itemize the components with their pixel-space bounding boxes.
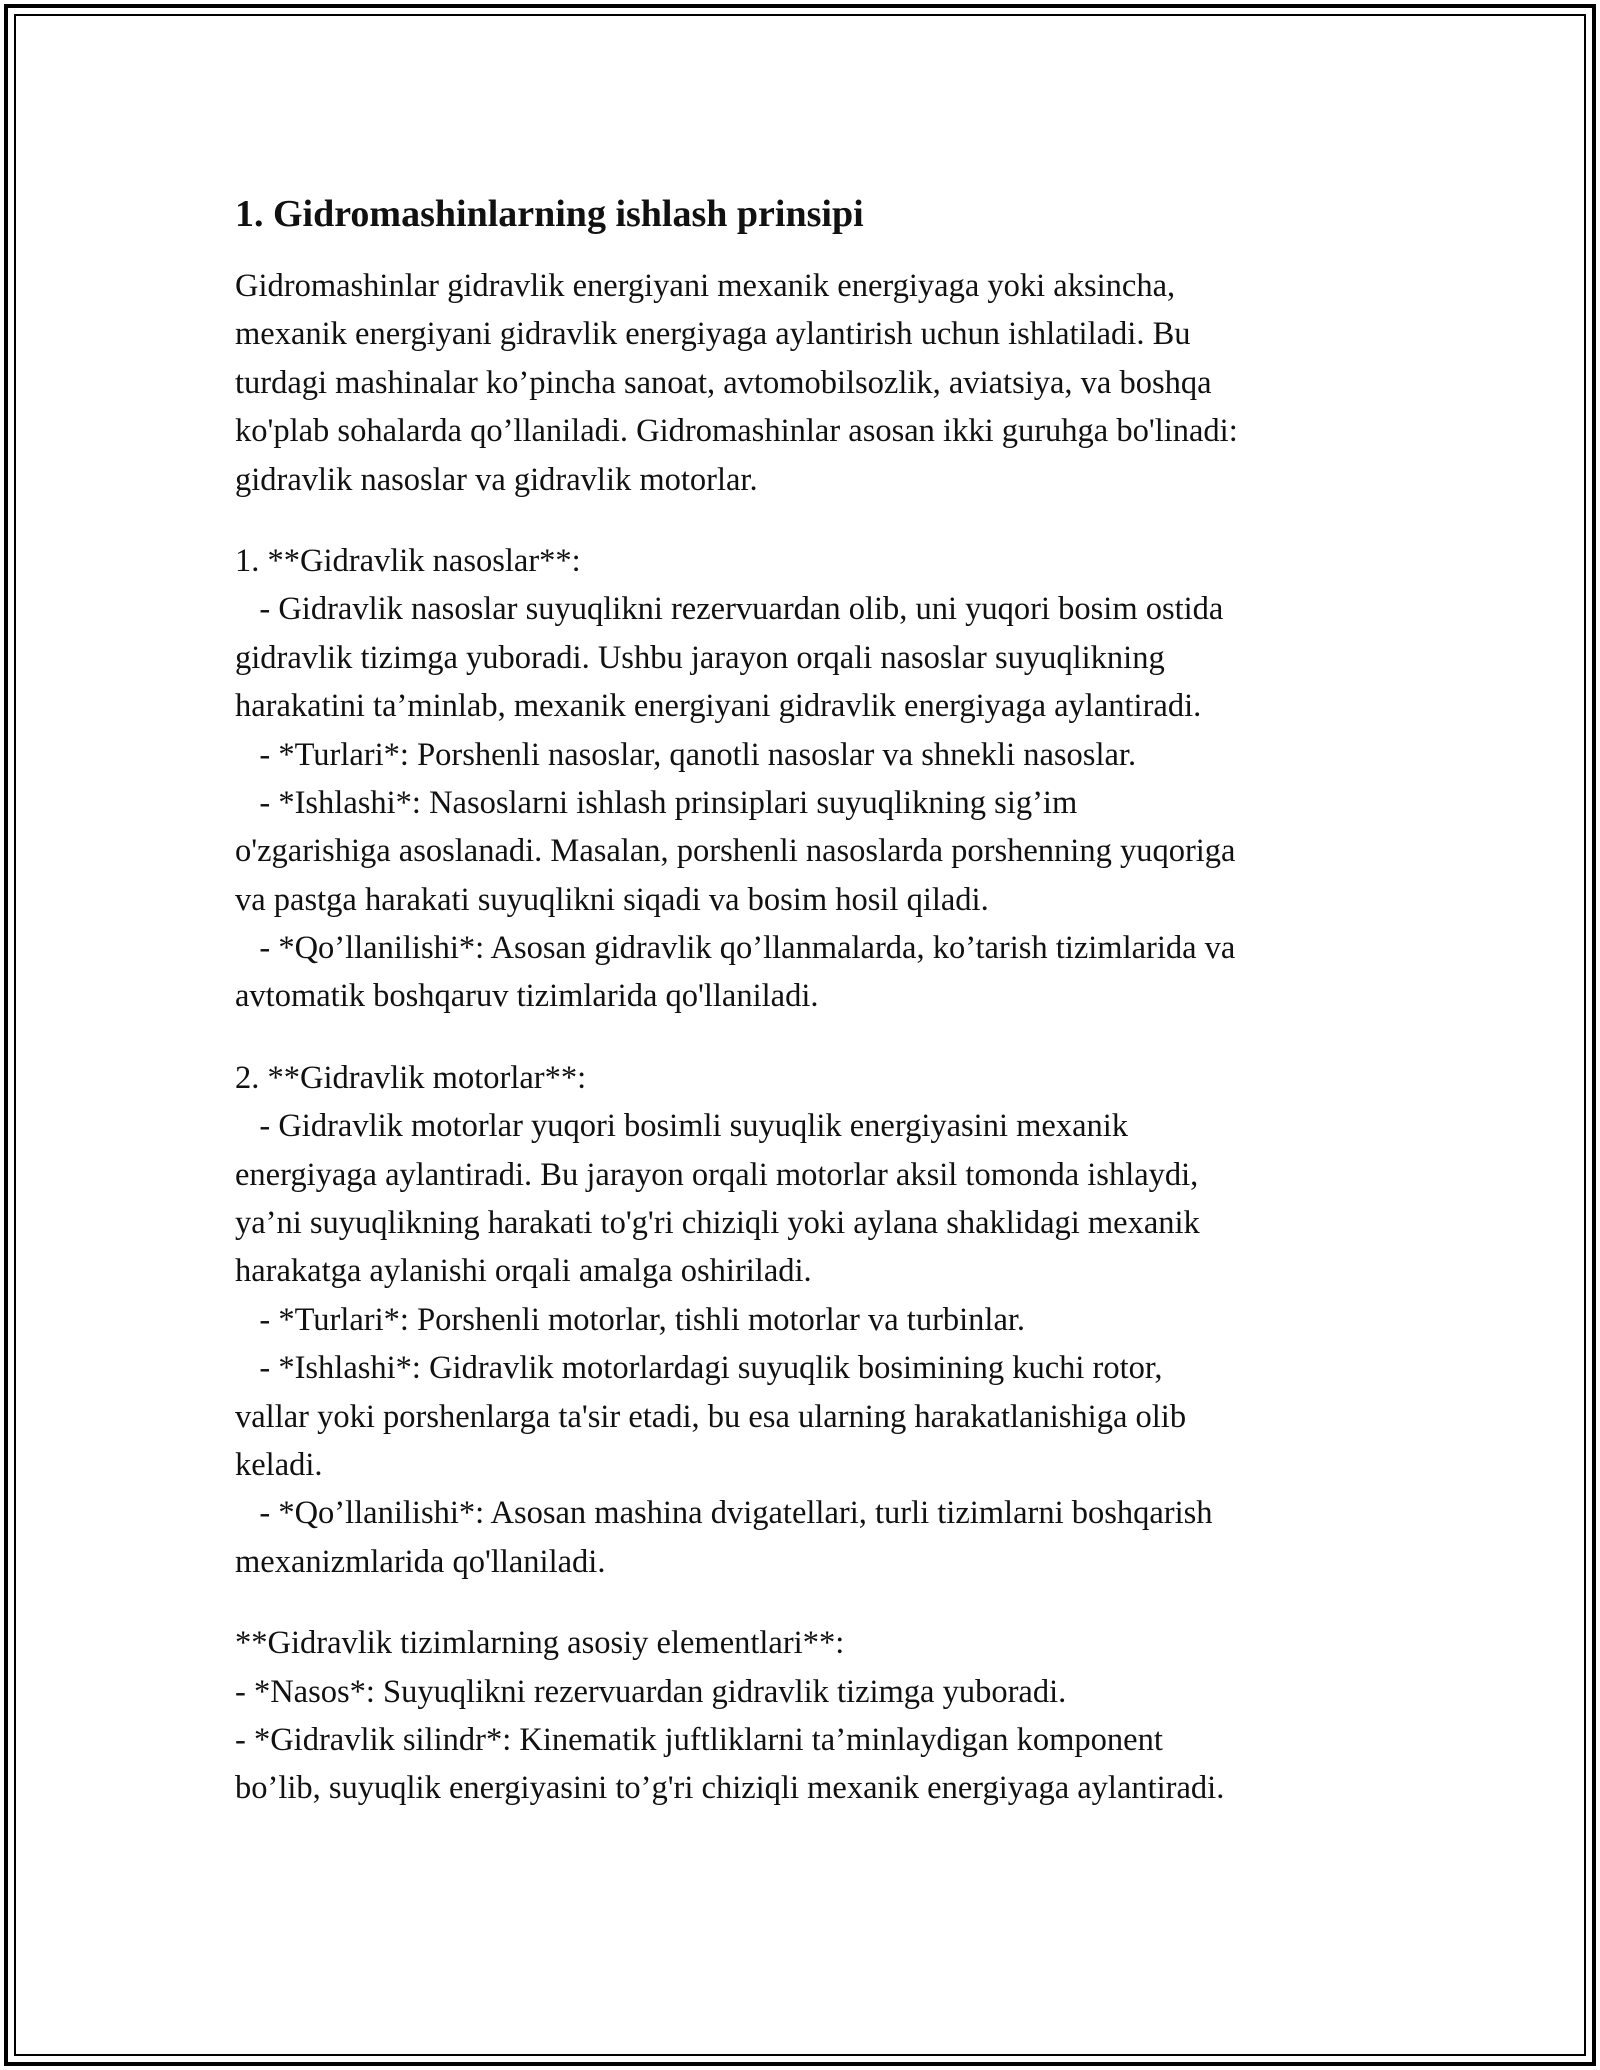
text-line: 1. **Gidravlik nasoslar**: (235, 542, 581, 579)
section-heading: 1. Gidromashinlarning ishlash prinsipi (235, 193, 864, 235)
text-line: - *Ishlashi*: Nasoslarni ishlash prinsiplari suyuqlikning sig’im (235, 784, 1078, 821)
text-line: vallar yoki porshenlarga ta'sir etadi, bu esa ularning harakatlanishiga olib (235, 1398, 1187, 1435)
text-line: gidravlik nasoslar va gidravlik motorlar. (235, 461, 758, 498)
text-line: - *Gidravlik silindr*: Kinematik juftliklarni ta’minlaydigan komponent (235, 1721, 1163, 1758)
text-line: energiyaga aylantiradi. Bu jarayon orqali motorlar aksil tomonda ishlaydi, (235, 1156, 1199, 1193)
text-line: - *Ishlashi*: Gidravlik motorlardagi suyuqlik bosimining kuchi rotor, (235, 1350, 1163, 1387)
paragraph-spacer (235, 1021, 1375, 1054)
text-line: bo’lib, suyuqlik energiyasini to’g'ri chiziqli mexanik energiyaga aylantiradi. (235, 1770, 1225, 1807)
text-line: harakatga aylanishi orqali amalga oshiriladi. (235, 1253, 812, 1290)
text-line: mexanizmlarida qo'llaniladi. (235, 1543, 606, 1580)
intro-paragraph (235, 262, 1375, 504)
pumps-section (235, 537, 1375, 1021)
text-line: ya’ni suyuqlikning harakati to'g'ri chiziqli yoki aylana shaklidagi mexanik (235, 1205, 1200, 1242)
paragraph-spacer (235, 1586, 1375, 1619)
motors-section (235, 1054, 1375, 1586)
text-line: - *Turlari*: Porshenli nasoslar, qanotli nasoslar va shnekli nasoslar. (235, 736, 1137, 773)
document-body (235, 180, 1375, 1813)
text-line: 2. **Gidravlik motorlar**: (235, 1059, 587, 1096)
text-line: - Gidravlik nasoslar suyuqlikni rezervuardan olib, uni yuqori bosim ostida (235, 591, 1224, 628)
text-line: harakatini ta’minlab, mexanik energiyani gidravlik energiyaga aylantiradi. (235, 688, 1202, 725)
text-line: keladi. (235, 1446, 323, 1483)
text-line: o'zgarishiga asoslanadi. Masalan, porshenli nasoslarda porshenning yuqoriga (235, 833, 1236, 870)
text-line: - *Qo’llanilishi*: Asosan mashina dvigatellari, turli tizimlarni boshqarish (235, 1495, 1213, 1532)
paragraph-spacer (235, 504, 1375, 537)
text-line: - *Turlari*: Porshenli motorlar, tishli motorlar va turbinlar. (235, 1301, 1026, 1338)
elements-section (235, 1619, 1375, 1813)
text-line: - Gidravlik motorlar yuqori bosimli suyuqlik energiyasini mexanik (235, 1108, 1129, 1145)
text-line: gidravlik tizimga yuboradi. Ushbu jarayon orqali nasoslar suyuqlikning (235, 639, 1165, 676)
text-line: turdagi mashinalar ko’pincha sanoat, avtomobilsozlik, aviatsiya, va boshqa (235, 364, 1212, 401)
text-line: Gidromashinlar gidravlik energiyani mexanik energiyaga yoki aksincha, (235, 268, 1176, 304)
text-line: - *Nasos*: Suyuqlikni rezervuardan gidravlik tizimga yuboradi. (235, 1673, 1067, 1710)
text-line: va pastga harakati suyuqlikni siqadi va bosim hosil qiladi. (235, 881, 989, 918)
text-line: - *Qo’llanilishi*: Asosan gidravlik qo’llanmalarda, ko’tarish tizimlarida va (235, 930, 1236, 967)
text-line: mexanik energiyani gidravlik energiyaga aylantirish uchun ishlatiladi. Bu (235, 316, 1191, 353)
text-line: ko'plab sohalarda qo’llaniladi. Gidromashinlar asosan ikki guruhga bo'linadi: (235, 413, 1238, 450)
text-line: **Gidravlik tizimlarning asosiy elementlari**: (235, 1625, 845, 1662)
text-line: avtomatik boshqaruv tizimlarida qo'llaniladi. (235, 978, 819, 1015)
